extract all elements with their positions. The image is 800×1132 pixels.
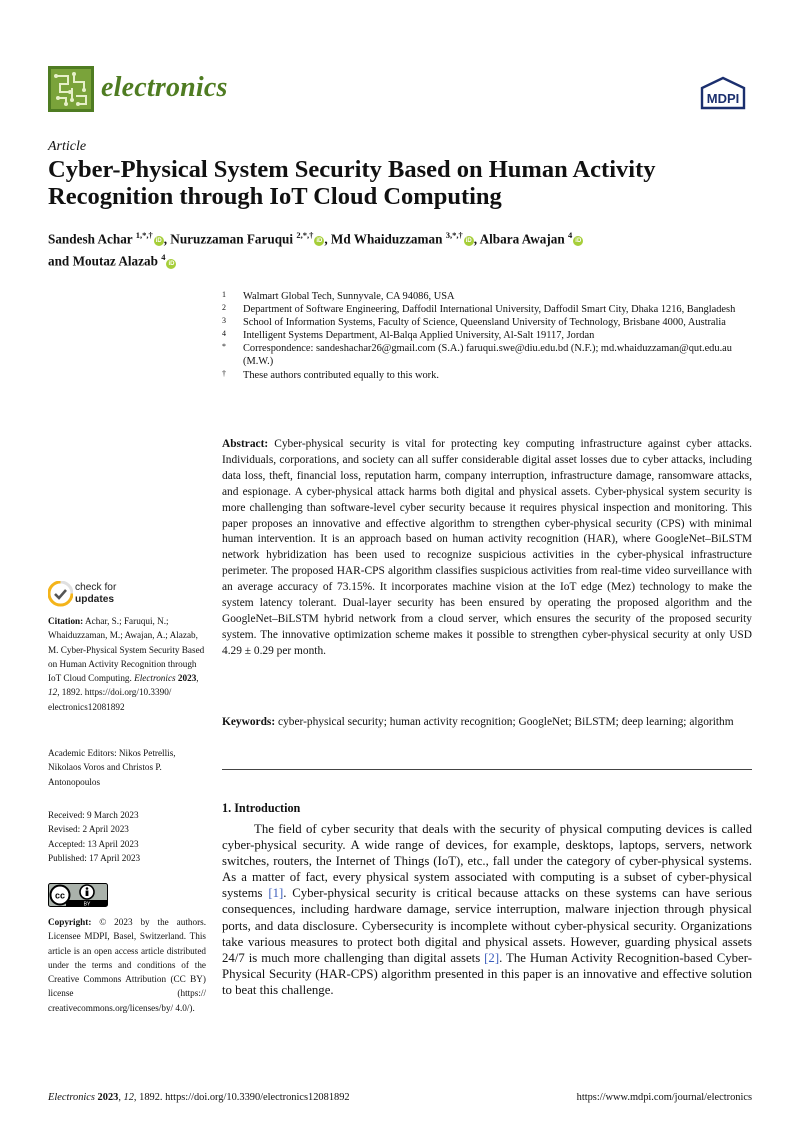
- author-affiliation-mark: 1,*,†: [135, 230, 153, 240]
- author-affiliation-mark: 3,*,†: [445, 230, 463, 240]
- paragraph-text: . Cyber-physical security is critical because attacks on these systems can have serious consequences, including hardware damage, service interruption, malware injection through physical ports, and data disclosure. Cybersecurity is incomplete without cyber-physical security. Organizations take various measures to protect both digital and physical assets. However, guarding physical assets 24/7 is much more challenging than digital assets: [222, 886, 752, 965]
- cc-by-text: BY: [83, 901, 91, 907]
- footer-doi[interactable]: , 1892. https://doi.org/10.3390/electronics12081892: [133, 1092, 350, 1103]
- footer-citation: Electronics 2023, 12, 1892. https://doi.org/10.3390/electronics12081892: [48, 1092, 350, 1103]
- date-revised: Revised: 2 April 2023: [48, 824, 129, 835]
- citation-year: 2023: [177, 673, 197, 684]
- academic-editors: Academic Editors: Nikos Petrellis, Nikolaos Voros and Christos P. Antonopoulos: [48, 748, 176, 787]
- citation-journal: Electronics: [134, 673, 176, 684]
- journal-logo-icon: [48, 66, 94, 112]
- footer-volume: 12: [123, 1092, 134, 1103]
- affiliation-mark: 2: [222, 303, 226, 313]
- orcid-icon[interactable]: iD: [155, 238, 162, 245]
- footer-year: 2023: [97, 1092, 119, 1103]
- mdpi-logo-icon: [694, 76, 752, 112]
- date-accepted: Accepted: 13 April 2023: [48, 838, 139, 849]
- author-name: Md Whaiduzzaman: [330, 231, 443, 247]
- keywords-label: Keywords:: [222, 716, 276, 728]
- article-title: Cyber-Physical System Security Based on Human Activity Recognition through IoT Cloud Computing: [48, 156, 656, 210]
- introduction-paragraph: [222, 821, 752, 998]
- author-list: Sandesh Achar $^{1,*,\dagger}$iD , Nuruzzaman Faruqui $^{2,*,\dagger}$iD , Md Whaiduzzaman $^{3,*,\dagger}$iD , Albara Awajan $^4$iD and Moutaz Alazab $^4$iD: [48, 230, 582, 269]
- affiliation-list: [222, 290, 762, 382]
- author-name: Albara Awajan: [479, 231, 565, 247]
- orcid-icon[interactable]: iD: [465, 238, 472, 245]
- citation-volume: 12: [48, 687, 58, 698]
- date-received: Received: 9 March 2023: [48, 810, 139, 820]
- author-joiner: and: [48, 253, 70, 269]
- footer-journal: Electronics: [48, 1092, 95, 1103]
- check-for-updates-icon[interactable]: [48, 581, 73, 608]
- affiliation-mark: 4: [222, 329, 226, 339]
- author-name: Nuruzzaman Faruqui: [170, 231, 294, 247]
- copyright-label: Copyright:: [48, 917, 92, 927]
- cc-by-license-icon[interactable]: [48, 883, 108, 907]
- keywords-text: cyber-physical security; human activity recognition; GoogleNet; BiLSTM; deep learning; algorithm: [278, 716, 734, 728]
- abstract: [222, 437, 752, 660]
- correspondence-item: [222, 342, 762, 368]
- correspondence-text[interactable]: Correspondence: sandeshachar26@gmail.com (S.A.) faruqui.swe@diu.edu.bd (N.F.); md.whaiduzzaman@qut.edu.au (M.W.): [243, 343, 732, 368]
- keywords: [222, 715, 752, 731]
- author-name: Sandesh Achar: [48, 231, 133, 247]
- citation-link[interactable]: [2]: [484, 950, 500, 965]
- check-for-updates-line: check for: [75, 582, 117, 593]
- abstract-label: Abstract:: [222, 438, 269, 450]
- abstract-text: Cyber-physical security is vital for protecting key computing infrastructure against cyber attacks. Individuals, corporations, and society can all suffer considerable digital asset losses due to cyber attacks, including data loss, theft, financial loss, reputation harm, company interruption, infrastructure damage, ransomware attacks, and espionage. A cyber-physical attack harms both digital and physical assets. Cyber-physical system security is more challenging than software-level cyber security because it requires physical inspection and monitoring. This paper proposes an innovative and effective algorithm to strengthen cyber-physical security (CPS) with minimal human intervention. It is an approach based on human activity recognition (HAR), where GoogleNet–BiLSTM network hybridization has been used to recognize suspicious activities in the cyber-physical infrastructure perimeter. The proposed HAR-CPS algorithm classifies suspicious activities from real-time video surveillance with an average accuracy of 73.15%. It incorporates machine vision at the IoT edge (Mez) technology to make the system latency tolerant. Dual-layer security has been ensured by operating the proposed algorithm and the GoogleNet–BiLSTM hybrid network from a cloud server, which ensures the security of the proposed security system. The innovative optimization scheme makes it possible to strengthen cyber-physical security at only USD 4.29 ± 0.29 per month.: [222, 438, 752, 657]
- equal-contribution-note: [222, 369, 762, 382]
- author-affiliation-mark: 4: [161, 252, 166, 263]
- citation-doi[interactable]: , 1892. https://doi.org/10.3390/ electronics12081892: [48, 687, 172, 712]
- affiliation-mark: 3: [222, 316, 226, 326]
- svg-text:cc: cc: [54, 890, 66, 901]
- affiliation-text: These authors contributed equally to this work.: [243, 369, 439, 381]
- affiliation-text: Department of Software Engineering, Daffodil International University, Daffodil Smart City, Dhaka 1216, Bangladesh: [243, 304, 736, 316]
- citation-text: Achar, S.; Faruqui, N.; Whaiduzzaman, M.; Awajan, A.; Alazab, M. Cyber-Physical System Security Based on Human Activity Recognition through IoT Cloud Computing.: [48, 616, 205, 684]
- citation-label: Citation:: [48, 616, 84, 626]
- article-type: Article: [48, 139, 87, 154]
- copyright-text: © 2023 by the authors. Licensee MDPI, Basel, Switzerland. This article is an open access article distributed under the terms and conditions of the Creative Commons Attribution (CC BY) license (https:// creativecommons.org/licenses/by/ 4.0/).: [48, 917, 206, 1013]
- affiliation-mark: †: [222, 368, 226, 378]
- section-divider: [222, 769, 752, 770]
- affiliation-mark: 1: [222, 290, 226, 299]
- affiliation-item: [222, 329, 762, 342]
- affiliation-text: Walmart Global Tech, Sunnyvale, CA 94086, USA: [243, 291, 455, 302]
- citation-block: Citation: Achar, S.; Faruqui, N.; Whaiduzzaman, M.; Awajan, A.; Alazab, M. Cyber-Physical System Security Based on Human Activity Recognition through IoT Cloud Computing. Electronics 2023, 12, 1892. https://doi.org/10.3390/ electronics12081892: [48, 616, 205, 712]
- date-published: Published: 17 April 2023: [48, 852, 141, 863]
- affiliation-mark: *: [222, 342, 226, 352]
- paragraph-text: The field of cyber security that deals with the security of physical computing devices is called cyber-physical security. A wide range of devices, for example, desktops, laptops, servers, network switches, routers, the Internet of Things (IoT), etc., fall under the category of cyber-physical systems. As a matter of fact, every physical system associated with computing is a subset of cyber-physical systems: [222, 822, 752, 901]
- publisher-logo-text: MDPI: [706, 91, 740, 106]
- paragraph-text: . The Human Activity Recognition-based Cyber-Physical Security (HAR-CPS) algorithm presented in this paper is an innovative and effective solution to beat this challenge.: [222, 950, 753, 997]
- orcid-icon[interactable]: iD: [168, 260, 175, 267]
- author-affiliation-mark: 2,*,†: [296, 230, 314, 240]
- copyright-block: [48, 915, 206, 1015]
- author-affiliation-mark: 4: [568, 230, 573, 240]
- footer-journal-url[interactable]: https://www.mdpi.com/journal/electronics: [576, 1092, 752, 1103]
- citation-link[interactable]: [1]: [268, 886, 284, 901]
- affiliation-item: [222, 303, 762, 316]
- affiliation-item: [222, 316, 762, 329]
- publication-dates: [48, 808, 208, 865]
- journal-name: electronics: [101, 72, 228, 103]
- section-heading-introduction: 1. Introduction: [222, 801, 301, 815]
- orcid-icon[interactable]: iD: [316, 238, 323, 245]
- orcid-icon[interactable]: iD: [575, 238, 582, 245]
- affiliation-text: Intelligent Systems Department, Al-Balqa Applied University, Al-Salt 19117, Jordan: [243, 330, 595, 342]
- affiliation-text: School of Information Systems, Faculty of Science, Queensland University of Technology, Brisbane 4000, Australia: [243, 317, 726, 329]
- check-for-updates-line: updates: [75, 593, 115, 605]
- check-for-updates[interactable]: [75, 582, 116, 605]
- affiliation-item: [222, 290, 762, 303]
- author-name: Moutaz Alazab: [72, 253, 158, 269]
